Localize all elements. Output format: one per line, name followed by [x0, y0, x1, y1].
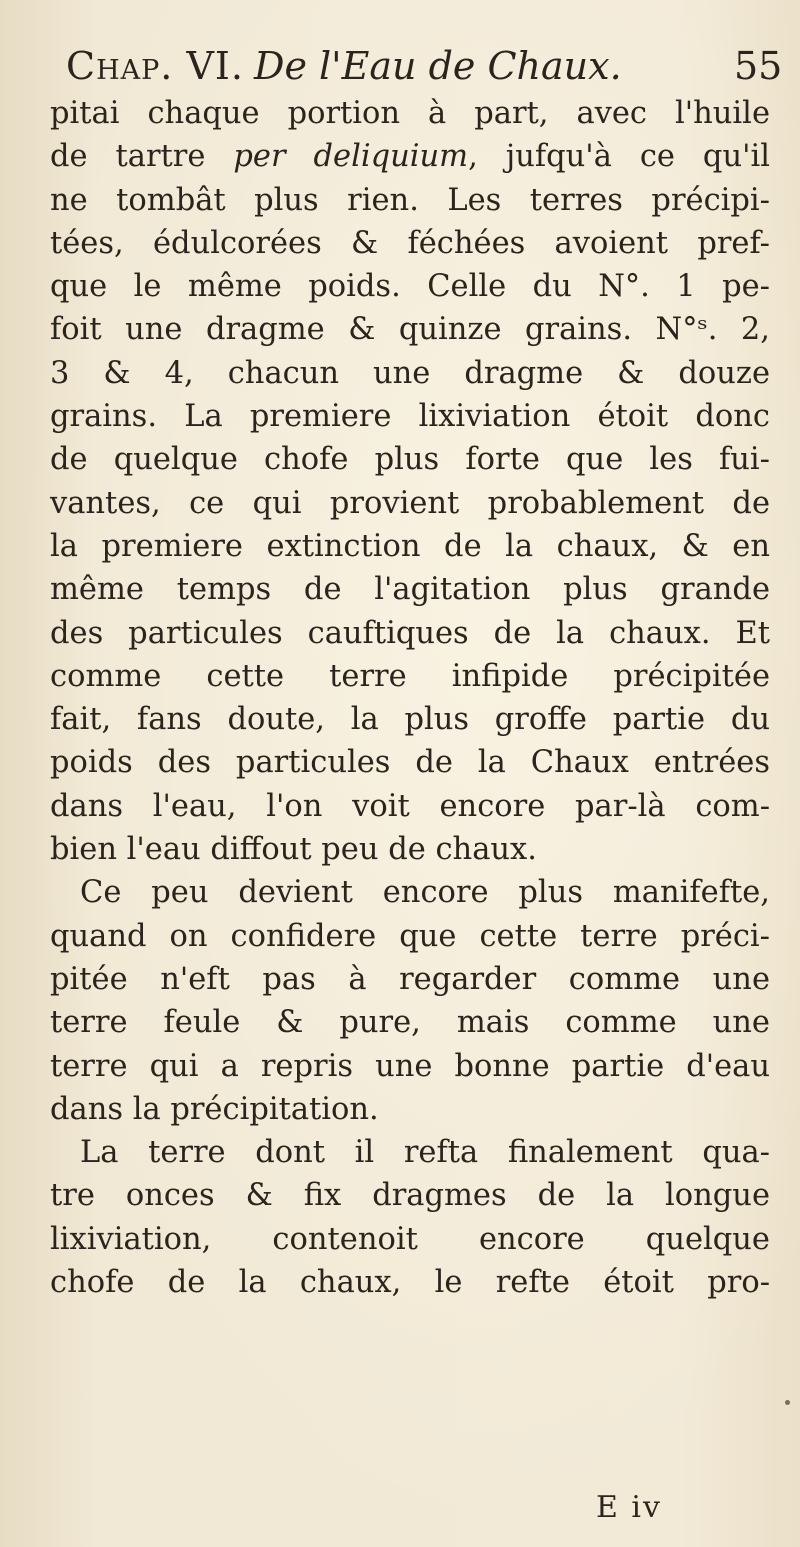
text-line: vantes, ce qui provient probablement de: [50, 485, 770, 521]
text-line: quand on confidere que cette terre préci-: [50, 918, 770, 954]
text-line: de quelque chofe plus forte que les fui-: [50, 442, 770, 478]
text-line: tre onces & fix dragmes de la longue: [50, 1178, 770, 1214]
paragraph-start-line: La terre dont il refta finalement qua-: [80, 1135, 770, 1171]
text-line: de tartre per deliquium, jufqu'à ce qu'il: [50, 139, 770, 175]
text-line: des particules cauftiques de la chaux. Et: [50, 615, 770, 651]
text-line: chofe de la chaux, le refte étoit pro-: [50, 1265, 770, 1301]
text-line: pitée n'eft pas à regarder comme une: [50, 961, 770, 997]
text-line: tées, édulcorées & féchées avoient pref-: [50, 225, 770, 261]
text-line: bien l'eau diffout peu de chaux.: [50, 832, 537, 868]
ink-speck: [785, 1400, 790, 1405]
page-number: 55: [734, 44, 783, 88]
text-line: même temps de l'agitation plus grande: [50, 572, 770, 608]
text-line: poids des particules de la Chaux entrées: [50, 745, 770, 781]
signature-mark: E iv: [596, 1490, 662, 1525]
body-text: [50, 92, 770, 1304]
running-header: [66, 42, 783, 90]
text-line: dans la précipitation.: [50, 1091, 379, 1127]
text-line: terre qui a repris une bonne partie d'eau: [50, 1048, 770, 1084]
text-line: terre feule & pure, mais comme une: [50, 1005, 770, 1041]
text-line: la premiere extinction de la chaux, & en: [50, 528, 770, 564]
text-line: 3 & 4, chacun une dragme & douze: [50, 355, 770, 391]
text-line: pitai chaque portion à part, avec l'huile: [50, 96, 770, 131]
text-line: fait, fans doute, la plus groffe partie du: [50, 702, 770, 738]
text-line: ne tombât plus rien. Les terres précipi-: [50, 182, 770, 218]
text-line: dans l'eau, l'on voit encore par-là com-: [50, 788, 770, 824]
text-line: que le même poids. Celle du N°. 1 pe-: [50, 269, 770, 305]
chapter-label: Chap. VI.: [66, 44, 244, 88]
text-line: comme cette terre infipide précipitée: [50, 658, 770, 694]
text-line: lixiviation, contenoit encore quelque: [50, 1221, 770, 1257]
paragraph-start-line: Ce peu devient encore plus manifefte,: [80, 875, 770, 911]
chapter-title: De l'Eau de Chaux.: [253, 44, 622, 88]
text-line: foit une dragme & quinze grains. N°ˢ. 2,: [50, 312, 770, 348]
text-line: grains. La premiere lixiviation étoit donc: [50, 399, 770, 435]
